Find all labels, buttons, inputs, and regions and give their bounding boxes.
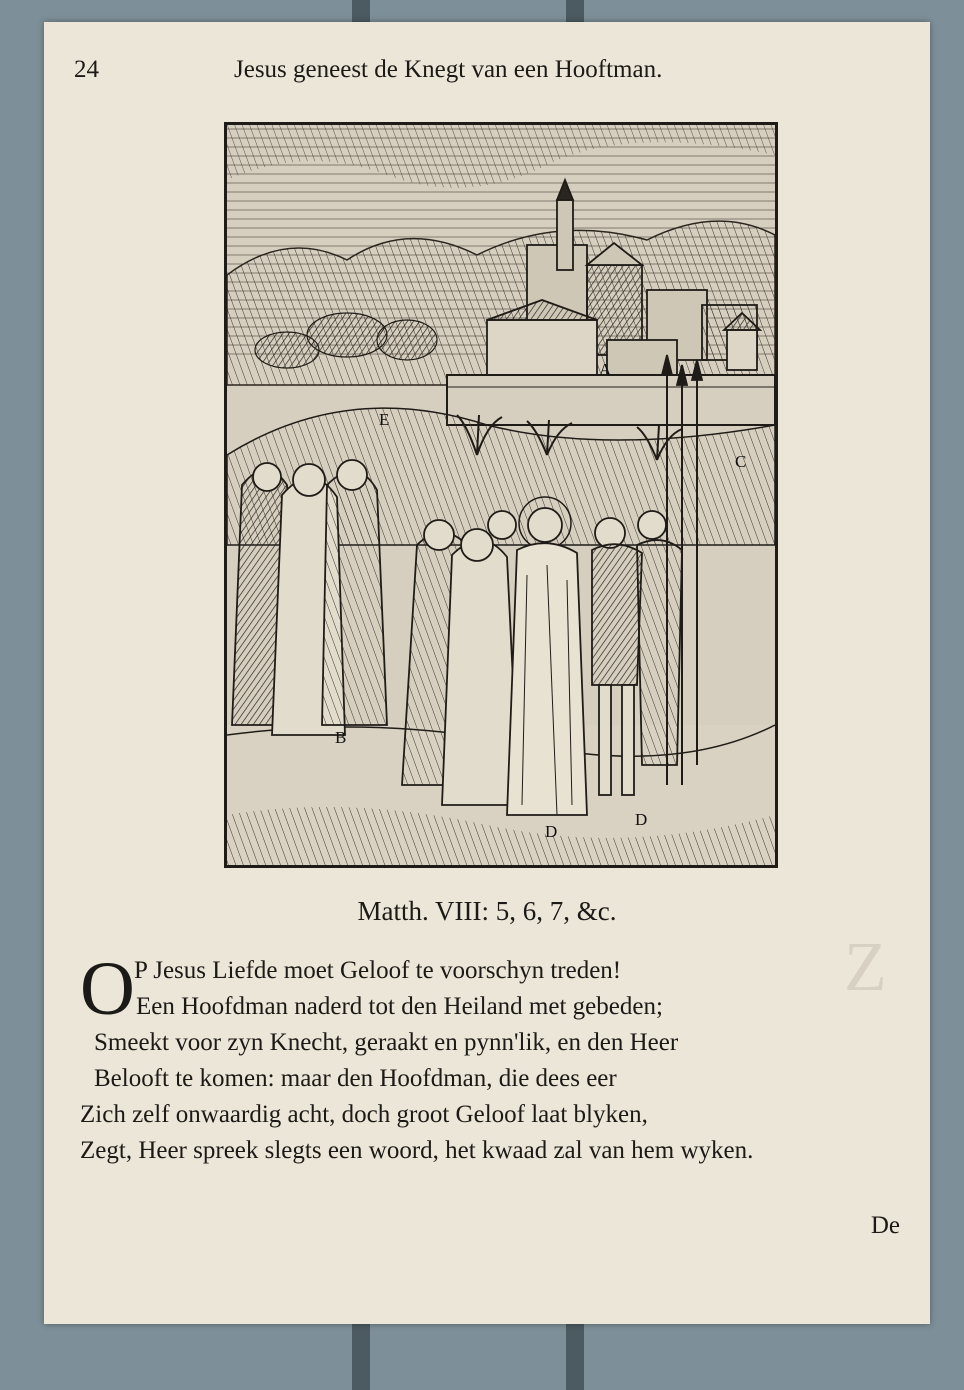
catchword: De [870,1212,900,1239]
label-d-right: D [635,810,648,829]
label-d-left: D [545,822,558,841]
verse-line-6: Zegt, Heer spreek slegts een woord, het kwaad zal van hem wyken. [80,1137,754,1164]
verse-line-3: Smeekt voor zyn Knecht, geraakt en pynn'lik, en den Heer [94,1029,679,1056]
label-b: B [335,728,347,747]
show-through-texture: Z [844,929,887,1006]
label-a: A [599,360,612,379]
verse-line-5: Zich zelf onwaardig acht, doch groot Geloof laat blyken, [80,1101,648,1128]
woodcut-illustration [224,122,778,868]
page-number: 24 [74,56,99,83]
drop-cap: O [80,947,135,1031]
verse-line-2: Een Hoofdman naderd tot den Heiland met gebeden; [136,993,663,1020]
scripture-reference: Matth. VIII: 5, 6, 7, &c. [357,896,617,926]
figure-group-b [232,460,387,735]
apostle-group [402,511,519,805]
running-title: Jesus geneest de Knegt van een Hooftman. [234,56,663,83]
city-wall [447,375,775,425]
book-page [44,22,930,1324]
label-c: C [735,452,747,471]
verse-line-4: Belooft te komen: maar den Hoofdman, die dees eer [94,1065,617,1092]
label-e: E [379,410,390,429]
verse-line-1: P Jesus Liefde moet Geloof te voorschyn treden! [134,957,622,984]
